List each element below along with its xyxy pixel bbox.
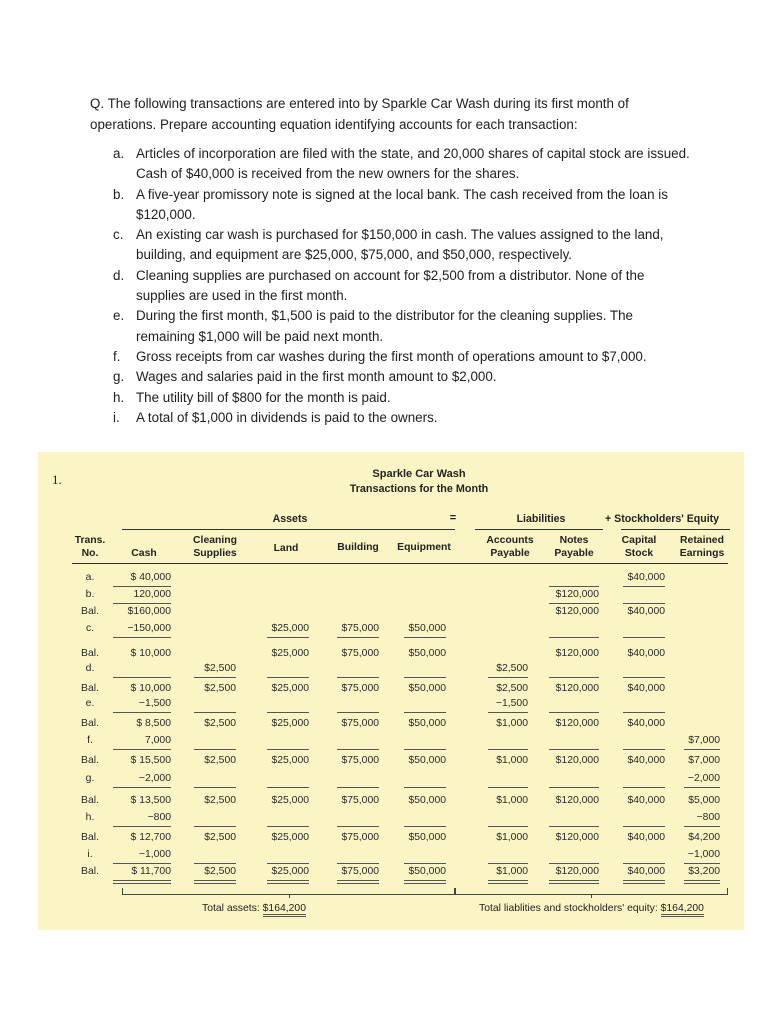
sum-underline: [623, 863, 665, 864]
cell-land: $25,000: [271, 832, 309, 843]
cell-cash: $ 10,000: [130, 648, 171, 659]
item-marker: f.: [113, 348, 121, 364]
col-supplies-header: Cleaning Supplies: [193, 535, 237, 559]
row-label: c.: [85, 623, 95, 634]
sum-underline: [684, 863, 720, 864]
sum-underline: [404, 637, 446, 638]
transaction-item: [90, 388, 690, 408]
sum-underline: [113, 586, 171, 587]
item-text: Wages and salaries paid in the first month amount to $2,000.: [136, 369, 497, 385]
cell-stock: $40,000: [627, 606, 665, 617]
sum-underline: [488, 826, 528, 827]
cell-land: $25,000: [271, 795, 309, 806]
solution-panel: [38, 452, 744, 930]
transaction-item: [90, 225, 690, 266]
cell-ap: −1,500: [495, 698, 528, 709]
sum-underline: [623, 749, 665, 750]
sum-underline: [404, 863, 446, 864]
cell-supplies: $2,500: [204, 663, 236, 674]
row-label: b.: [85, 589, 95, 600]
row-label: Bal.: [81, 755, 99, 766]
cell-equipment: $50,000: [408, 648, 446, 659]
cell-equipment: $50,000: [408, 832, 446, 843]
cell-np: $120,000: [555, 606, 599, 617]
cell-np: $120,000: [555, 795, 599, 806]
transaction-item: [90, 185, 690, 226]
sum-underline: [194, 826, 236, 827]
item-text: Gross receipts from car washes during the first month of operations amount to $7,000.: [136, 348, 647, 364]
double-underline: [623, 880, 665, 884]
cell-cash: $ 10,000: [130, 683, 171, 694]
sum-underline: [337, 677, 379, 678]
cell-np: $120,000: [555, 866, 599, 877]
sum-underline: [194, 863, 236, 864]
sum-underline: [113, 712, 171, 713]
table-title: Sparkle Car Wash: [372, 468, 466, 480]
equals-sign: =: [449, 512, 457, 524]
row-label: Bal.: [81, 648, 99, 659]
header-rule: [72, 563, 728, 564]
sum-underline: [488, 749, 528, 750]
col-land-header: Land: [273, 543, 299, 554]
cell-supplies: $2,500: [204, 795, 236, 806]
total-le-value: $164,200: [661, 903, 704, 917]
cell-supplies: $2,500: [204, 718, 236, 729]
cell-stock: $40,000: [627, 755, 665, 766]
cell-cash: $160,000: [127, 606, 171, 617]
sum-underline: [337, 749, 379, 750]
sum-underline: [404, 749, 446, 750]
row-label: a.: [85, 572, 95, 583]
cell-cash: $ 12,700: [130, 832, 171, 843]
assets-header: Assets: [272, 513, 308, 525]
cell-land: $25,000: [271, 866, 309, 877]
sum-underline: [623, 677, 665, 678]
cell-cash: $ 40,000: [130, 572, 171, 583]
cell-ap: $2,500: [496, 683, 528, 694]
cell-land: $25,000: [271, 623, 309, 634]
row-label: h.: [85, 812, 95, 823]
item-marker: g.: [113, 369, 125, 385]
total-assets-value: $164,200: [263, 903, 306, 917]
sum-underline: [404, 787, 446, 788]
sum-underline: [549, 749, 599, 750]
sum-underline: [194, 749, 236, 750]
sum-underline: [337, 863, 379, 864]
cell-cash: 120,000: [133, 589, 171, 600]
cell-ap: $1,000: [496, 718, 528, 729]
item-marker: a.: [113, 146, 125, 161]
cell-equipment: $50,000: [408, 795, 446, 806]
col-equipment-header: Equipment: [397, 542, 451, 553]
sum-underline: [194, 787, 236, 788]
item-text: Cleaning supplies are purchased on account for $2,500 from a distributor. None of the supplies are used in the first month.: [136, 267, 645, 304]
transaction-item: [90, 144, 690, 185]
sum-underline: [267, 787, 309, 788]
cell-land: $25,000: [271, 718, 309, 729]
cell-ap: $1,000: [496, 795, 528, 806]
sum-underline: [623, 586, 665, 587]
cell-re: $4,200: [688, 832, 720, 843]
cell-ap: $2,500: [496, 663, 528, 674]
row-label: g.: [85, 773, 95, 784]
cell-building: $75,000: [341, 623, 379, 634]
cell-land: $25,000: [271, 648, 309, 659]
item-text: An existing car wash is purchased for $150,000 in cash. The values assigned to the land, building, and equipment are $25,000, $75,000, and $50,000, respectively.: [136, 227, 664, 263]
sum-underline: [113, 637, 171, 638]
equity-rule: [621, 529, 730, 530]
cell-cash: $ 11,700: [131, 866, 171, 877]
item-text: A five-year promissory note is signed at the local bank. The cash received from the loan is $120,000.: [136, 186, 668, 222]
row-label: e.: [85, 698, 95, 709]
total-le-label: Total liablities and stockholders' equity:: [479, 903, 658, 914]
sum-underline: [113, 677, 171, 678]
double-underline: [684, 880, 720, 884]
double-underline: [194, 880, 236, 884]
table-subtitle: Transactions for the Month: [349, 483, 489, 495]
cell-stock: $40,000: [627, 683, 665, 694]
cell-np: $120,000: [555, 718, 599, 729]
transaction-item: [90, 367, 690, 387]
sum-underline: [684, 787, 720, 788]
double-underline: [404, 880, 446, 884]
row-label: Bal.: [81, 606, 99, 617]
cell-equipment: $50,000: [408, 755, 446, 766]
row-label: Bal.: [81, 832, 99, 843]
cell-cash: −2,000: [138, 773, 171, 784]
cell-stock: $40,000: [627, 648, 665, 659]
row-label: i.: [87, 849, 93, 860]
sum-underline: [488, 677, 528, 678]
cell-cash: 7,000: [144, 735, 171, 746]
item-text: A total of $1,000 in dividends is paid to the owners.: [136, 409, 438, 425]
double-underline: [337, 880, 379, 884]
sum-underline: [267, 677, 309, 678]
total-assets-label: Total assets:: [202, 903, 260, 914]
cell-supplies: $2,500: [204, 832, 236, 843]
sum-underline: [623, 603, 665, 604]
liabilities-header: Liabilities: [516, 513, 566, 525]
sum-underline: [623, 637, 665, 638]
cell-building: $75,000: [341, 755, 379, 766]
cell-equipment: $50,000: [408, 623, 446, 634]
cell-ap: $1,000: [496, 866, 528, 877]
col-np-header: Notes Payable: [554, 535, 594, 559]
sum-underline: [113, 749, 171, 750]
cell-equipment: $50,000: [408, 683, 446, 694]
sum-underline: [488, 787, 528, 788]
sum-underline: [549, 787, 599, 788]
item-marker: e.: [113, 308, 125, 324]
transaction-item: [90, 266, 690, 307]
cell-building: $75,000: [341, 832, 379, 843]
cell-re: −1,000: [687, 849, 720, 860]
cell-ap: $1,000: [496, 832, 528, 843]
cell-cash: −1,500: [138, 698, 171, 709]
sum-underline: [267, 712, 309, 713]
sum-underline: [549, 712, 599, 713]
cell-ap: $1,000: [496, 755, 528, 766]
item-text: During the first month, $1,500 is paid to the distributor for the cleaning supplies. The remaining $1,000 will be paid next month.: [136, 308, 633, 344]
item-text: Articles of incorporation are filed with the state, and 20,000 shares of capital stock are issued. Cash of $40,000 is received from the new owners for the shares.: [136, 146, 690, 182]
sum-underline: [267, 863, 309, 864]
cell-cash: −1,000: [138, 849, 171, 860]
sum-underline: [549, 863, 599, 864]
sum-underline: [488, 712, 528, 713]
sum-underline: [488, 863, 528, 864]
sum-underline: [684, 749, 720, 750]
sum-underline: [623, 787, 665, 788]
cell-np: $120,000: [555, 683, 599, 694]
assets-rule: [122, 529, 455, 530]
row-label: d.: [85, 663, 95, 674]
col-re-header: Retained Earnings: [679, 535, 725, 559]
cell-re: $7,000: [688, 735, 720, 746]
sum-underline: [337, 637, 379, 638]
cell-stock: $40,000: [627, 572, 665, 583]
cell-supplies: $2,500: [204, 755, 236, 766]
sum-underline: [113, 826, 171, 827]
sum-underline: [113, 603, 171, 604]
question-block: [90, 93, 690, 428]
cell-equipment: $50,000: [408, 866, 446, 877]
cell-re: $5,000: [688, 795, 720, 806]
sum-underline: [194, 677, 236, 678]
le-brace: [454, 888, 728, 895]
row-label: Bal.: [81, 795, 99, 806]
cell-cash: −150,000: [127, 623, 171, 634]
cell-cash: $ 13,500: [130, 795, 171, 806]
cell-cash: $ 8,500: [136, 718, 171, 729]
double-underline: [549, 880, 599, 884]
cell-re: −800: [696, 812, 720, 823]
sum-underline: [549, 603, 599, 604]
transaction-list: [90, 144, 690, 428]
cell-equipment: $50,000: [408, 718, 446, 729]
cell-building: $75,000: [341, 866, 379, 877]
sum-underline: [623, 712, 665, 713]
col-cash-header: Cash: [131, 548, 157, 559]
sum-underline: [337, 787, 379, 788]
cell-stock: $40,000: [627, 795, 665, 806]
double-underline: [267, 880, 309, 884]
item-text: The utility bill of $800 for the month is paid.: [136, 389, 391, 405]
cell-re: $3,200: [688, 866, 720, 877]
col-trans-header: Trans. No.: [74, 535, 106, 559]
sum-underline: [267, 826, 309, 827]
equity-header: + Stockholders' Equity: [605, 513, 720, 525]
total-assets: [202, 903, 306, 914]
item-marker: h.: [113, 389, 125, 405]
col-building-header: Building: [337, 542, 379, 553]
sum-underline: [267, 637, 309, 638]
sum-underline: [267, 749, 309, 750]
row-label: f.: [87, 735, 93, 746]
cell-np: $120,000: [555, 832, 599, 843]
item-marker: b.: [113, 186, 125, 202]
cell-building: $75,000: [341, 683, 379, 694]
transaction-item: [90, 347, 690, 367]
cell-np: $120,000: [555, 755, 599, 766]
cell-building: $75,000: [341, 648, 379, 659]
cell-stock: $40,000: [627, 718, 665, 729]
sum-underline: [113, 787, 171, 788]
sum-underline: [549, 637, 599, 638]
question-intro: Q. The following transactions are entered into by Sparkle Car Wash during its first month of operations. Prepare accounting equation identifying accounts for each transaction:: [90, 96, 629, 132]
cell-supplies: $2,500: [204, 866, 236, 877]
cell-land: $25,000: [271, 683, 309, 694]
cell-np: $120,000: [555, 589, 599, 600]
sum-underline: [549, 677, 599, 678]
item-marker: d.: [113, 267, 125, 283]
cell-np: $120,000: [555, 648, 599, 659]
assets-brace: [122, 888, 456, 895]
sum-underline: [549, 826, 599, 827]
row-label: Bal.: [81, 683, 99, 694]
transaction-item: [90, 306, 690, 347]
cell-stock: $40,000: [627, 866, 665, 877]
cell-cash: −800: [147, 812, 171, 823]
cell-re: $7,000: [688, 755, 720, 766]
cell-stock: $40,000: [627, 832, 665, 843]
cell-land: $25,000: [271, 755, 309, 766]
sum-underline: [549, 586, 599, 587]
sum-underline: [337, 826, 379, 827]
item-marker: i.: [113, 409, 120, 425]
cell-cash: $ 15,500: [130, 755, 171, 766]
col-ap-header: Accounts Payable: [486, 535, 534, 559]
cell-building: $75,000: [341, 795, 379, 806]
solution-number: 1.: [52, 472, 62, 487]
sum-underline: [404, 712, 446, 713]
total-le: [479, 903, 704, 914]
cell-supplies: $2,500: [204, 683, 236, 694]
sum-underline: [404, 677, 446, 678]
row-label: Bal.: [81, 866, 99, 877]
double-underline: [488, 880, 528, 884]
sum-underline: [113, 863, 171, 864]
row-label: Bal.: [81, 718, 99, 729]
sum-underline: [623, 826, 665, 827]
sum-underline: [337, 712, 379, 713]
liabilities-rule: [475, 529, 603, 530]
col-stock-header: Capital Stock: [621, 535, 657, 559]
double-underline: [113, 880, 171, 884]
sum-underline: [684, 826, 720, 827]
cell-re: −2,000: [687, 773, 720, 784]
transaction-item: [90, 408, 690, 428]
cell-building: $75,000: [341, 718, 379, 729]
item-marker: c.: [113, 227, 124, 243]
sum-underline: [404, 826, 446, 827]
sum-underline: [194, 712, 236, 713]
